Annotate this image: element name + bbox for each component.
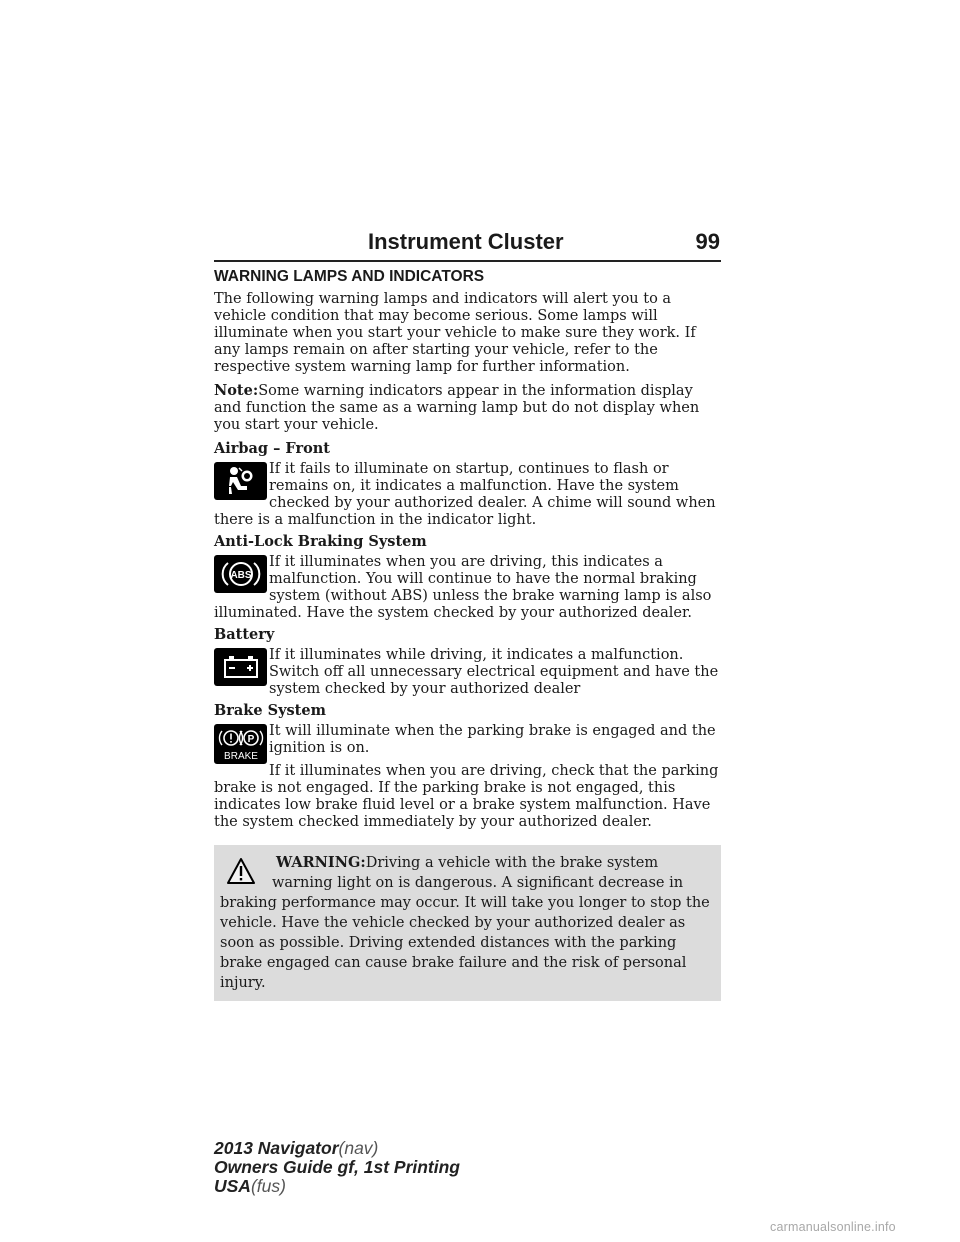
item-airbag [214, 461, 721, 529]
footer-model-code: (nav) [338, 1138, 379, 1158]
note-paragraph [214, 382, 721, 434]
site-watermark: carmanualsonline.info [770, 1220, 896, 1234]
item-brake [214, 723, 721, 831]
document-footer [214, 1139, 460, 1196]
section-heading: WARNING LAMPS AND INDICATORS [214, 268, 485, 285]
page-number: 99 [695, 229, 720, 254]
item-text-abs: If it illuminates when you are driving, this indicates a malfunction. You will continue to have the normal braking system (without ABS) unless the brake warning lamp is also illuminated. Have the system checked by your authorized dealer. [214, 554, 712, 621]
warning-label: WARNING: [276, 854, 366, 871]
note-label: Note: [214, 382, 259, 399]
svg-text:P: P [247, 734, 254, 745]
warning-text-block [220, 853, 715, 993]
intro-paragraph: The following warning lamps and indicators will alert you to a vehicle condition that may become serious. Some lamps will illuminate when you start your vehicle to make sure they work. If any lamps remain on after starting your vehicle, refer to the respective system warning lamp for further information. [214, 291, 696, 375]
brake-icon-label: BRAKE [223, 751, 258, 762]
item-title-brake: Brake System [214, 702, 326, 719]
airbag-icon [214, 462, 267, 500]
battery-icon [214, 648, 267, 686]
warning-triangle-icon [226, 857, 256, 885]
warning-callout [214, 845, 721, 1001]
item-title-battery: Battery [214, 626, 275, 643]
footer-printing: Owners Guide gf, 1st Printing [214, 1157, 460, 1177]
footer-region: USA [214, 1176, 251, 1196]
footer-region-code: (fus) [250, 1176, 286, 1196]
item-title-abs: Anti-Lock Braking System [214, 533, 427, 550]
item-text-brake-2: If it illuminates when you are driving, check that the parking brake is not engaged. If the parking brake is not engaged, this indicates low brake fluid level or a brake system malfunction. Have the system checked immediately by your authorized dealer. [214, 763, 719, 830]
item-text-airbag: If it fails to illuminate on startup, continues to flash or remains on, it indicates a malfunction. Have the system checked by your authorized dealer. A chime will sound when there is a malfunction in the indicator light. [214, 461, 716, 528]
abs-icon-label: ABS [229, 570, 252, 581]
abs-icon [214, 555, 267, 593]
item-abs [214, 554, 721, 622]
header-divider [214, 260, 721, 262]
item-text-brake: It will illuminate when the parking brake is engaged and the ignition is on. [269, 723, 716, 756]
footer-model: 2013 Navigator [214, 1138, 339, 1158]
item-battery [214, 647, 721, 698]
warning-text: Driving a vehicle with the brake system warning light on is dangerous. A significant decrease in braking performance may occur. It will take you longer to stop the vehicle. Have the vehicle checked by your authorized dealer as soon as possible. Driving extended distances with the parking brake engaged can cause brake failure and the risk of personal injury. [220, 855, 710, 991]
page-header-title: Instrument Cluster [368, 229, 564, 254]
page-content [214, 268, 721, 1001]
note-text: Some warning indicators appear in the information display and function the same as a warning lamp but do not display when you start your vehicle. [214, 383, 700, 433]
item-title-airbag: Airbag – Front [214, 440, 331, 457]
item-text-battery: If it illuminates while driving, it indicates a malfunction. Switch off all unnecessary electrical equipment and have the system checked by your authorized dealer [269, 647, 719, 697]
brake-icon [214, 724, 267, 764]
